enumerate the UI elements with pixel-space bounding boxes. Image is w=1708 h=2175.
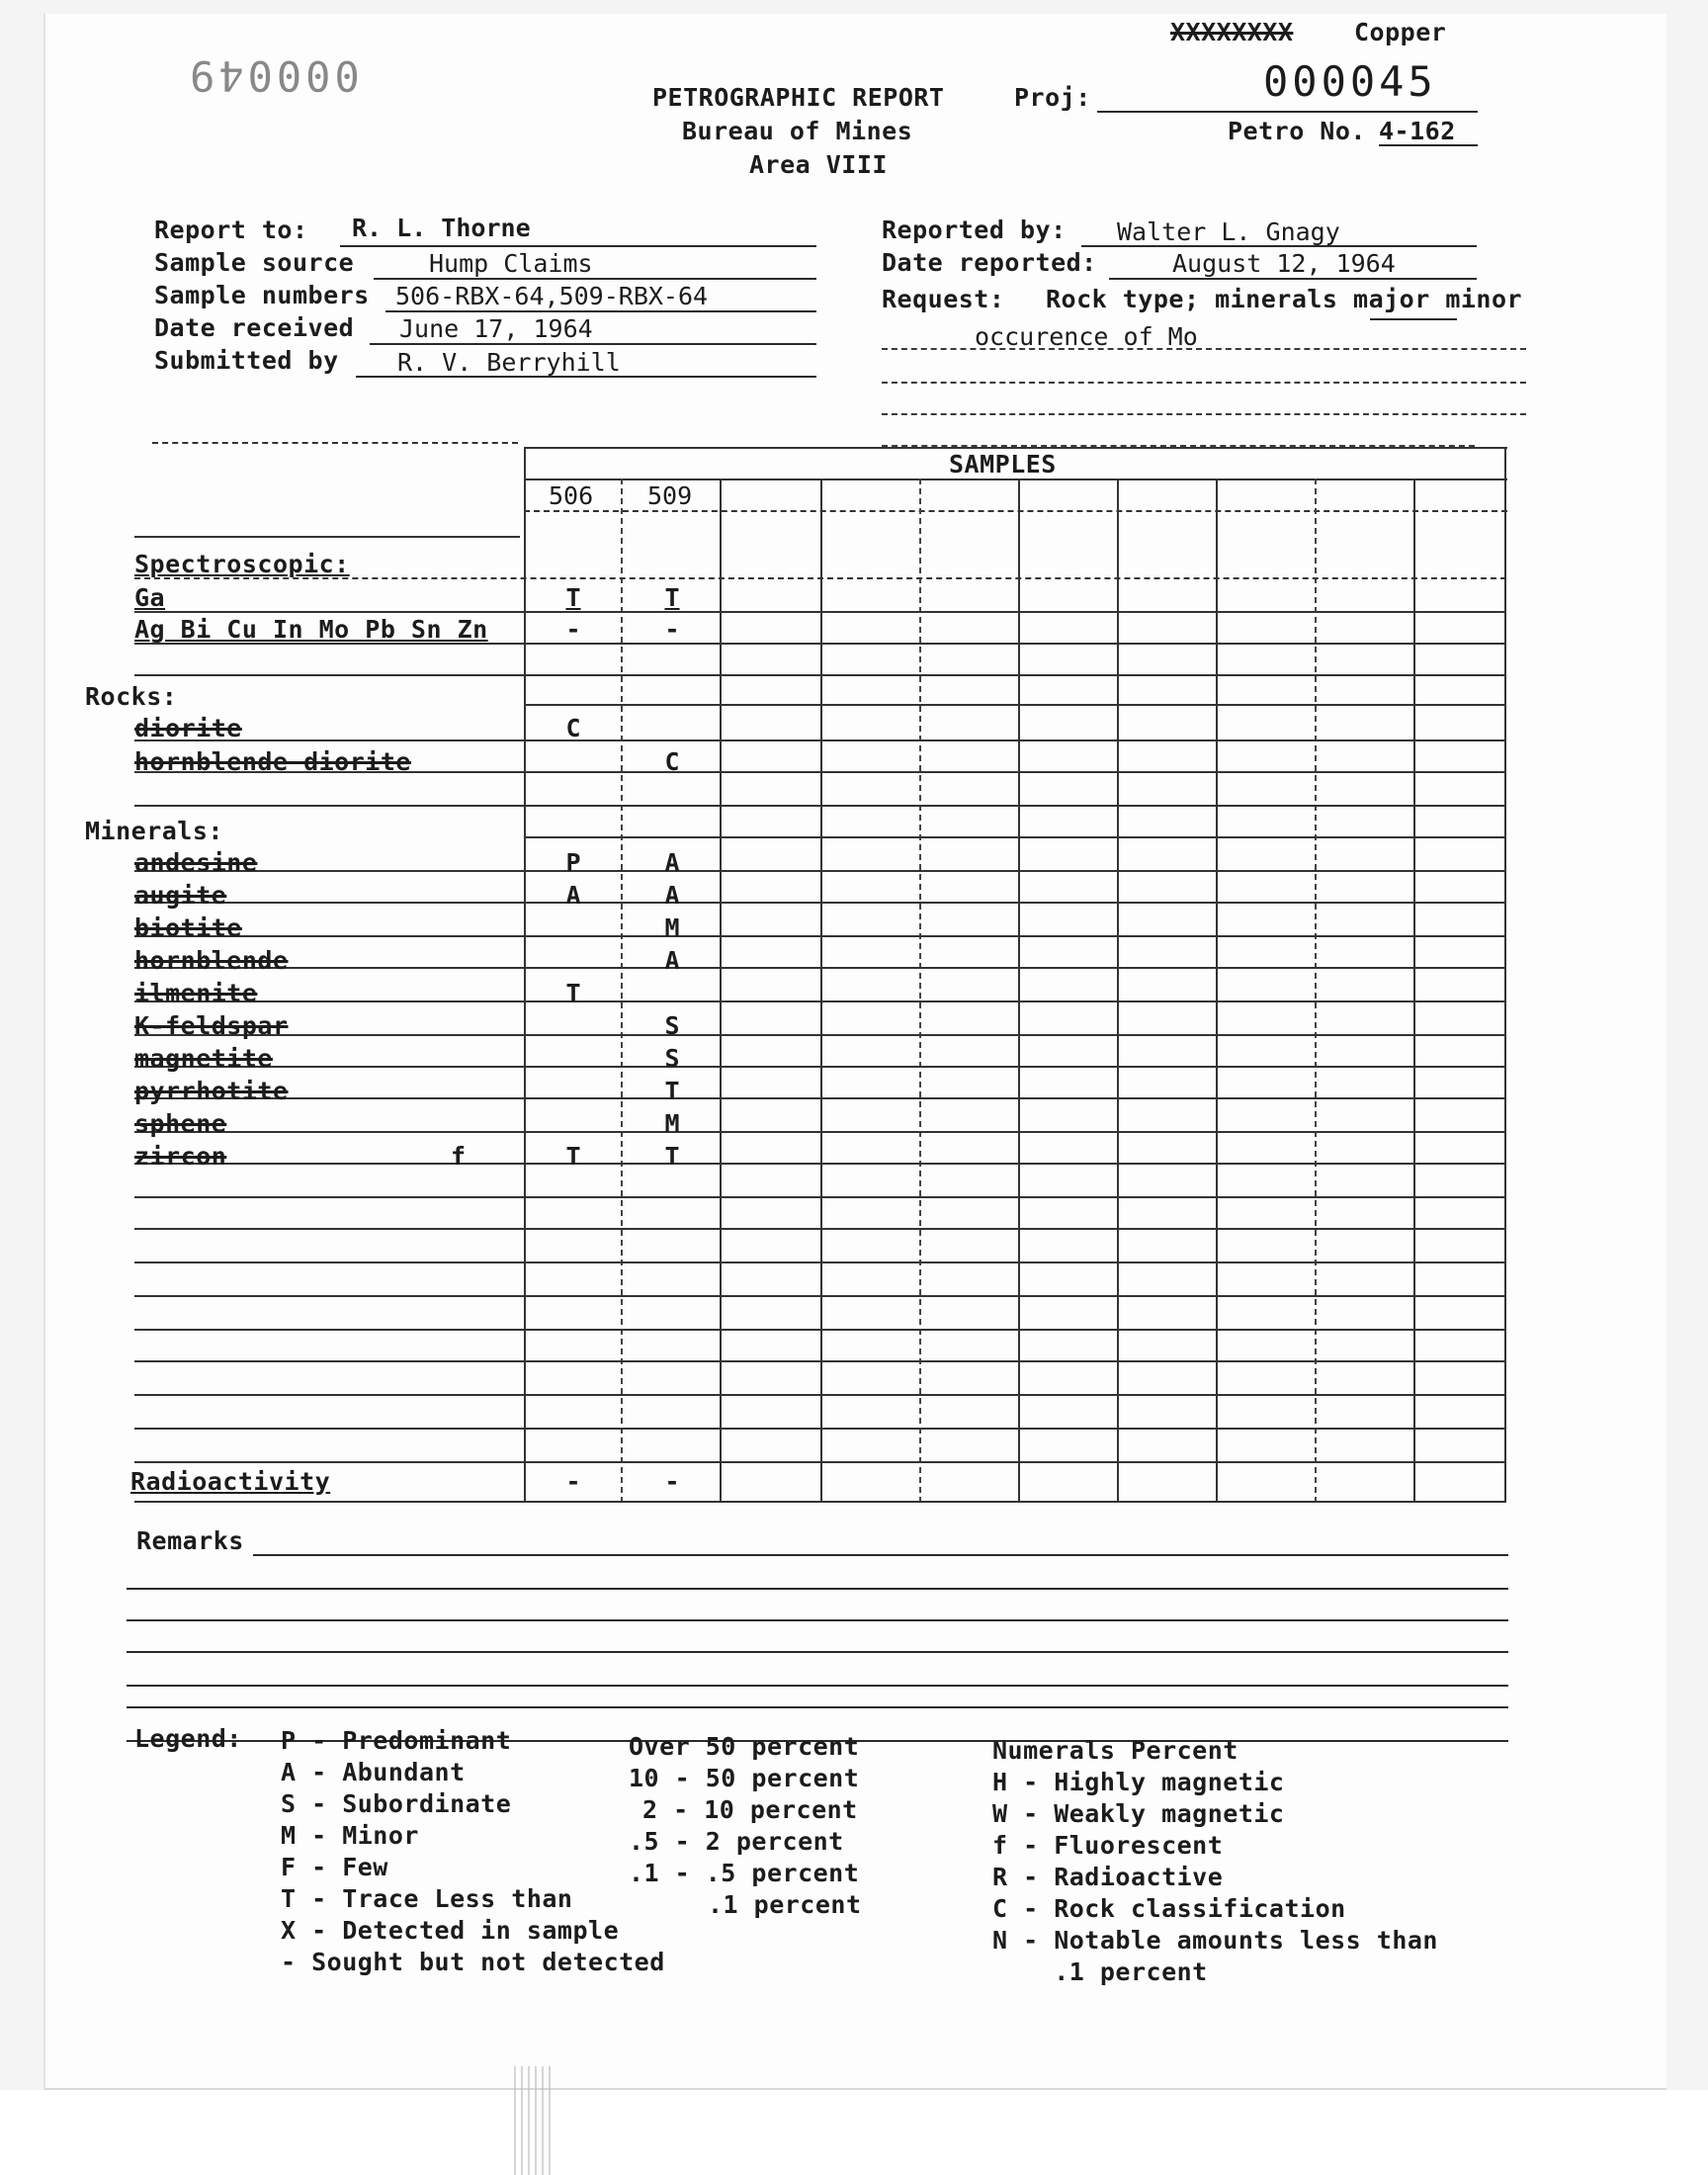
legend-code: X - Detected in sample bbox=[281, 1916, 620, 1945]
row-rule bbox=[524, 704, 1506, 706]
row-label-trace-elements: Ag Bi Cu In Mo Pb Sn Zn bbox=[134, 615, 488, 644]
date-received-label: Date received bbox=[154, 313, 355, 342]
section-rocks: Rocks: bbox=[85, 682, 178, 711]
table-col-divider-5 bbox=[1018, 478, 1020, 1503]
legend-code: - Sought but not detected bbox=[281, 1948, 665, 1976]
date-received-value: June 17, 1964 bbox=[399, 314, 593, 343]
row-rule bbox=[134, 805, 1506, 807]
samples-header: SAMPLES bbox=[949, 450, 1057, 478]
petro-number: 4-162 bbox=[1379, 117, 1456, 145]
date-reported-label: Date reported: bbox=[882, 248, 1097, 277]
cell-506-andesine: P bbox=[565, 848, 581, 877]
row-rule bbox=[134, 1163, 1506, 1165]
report-to-label: Report to: bbox=[154, 216, 308, 244]
submitted-by-line bbox=[356, 376, 816, 378]
reported-by-value: Walter L. Gnagy bbox=[1117, 218, 1340, 246]
row-rule bbox=[134, 967, 1506, 969]
row-rule bbox=[134, 740, 1506, 741]
cell-509-pyrrhotite: T bbox=[664, 1077, 680, 1105]
cell-509-k-feldspar: S bbox=[664, 1011, 680, 1040]
report-to-value: R. L. Thorne bbox=[352, 214, 531, 242]
table-col-divider-8 bbox=[1315, 478, 1317, 1503]
row-rule bbox=[134, 674, 1506, 676]
radioactivity-label: Radioactivity bbox=[130, 1467, 331, 1496]
request-blank-line-1 bbox=[882, 382, 1526, 384]
row-rule bbox=[134, 935, 1506, 937]
section-minerals: Minerals: bbox=[85, 817, 223, 845]
legend-range: 2 - 10 percent bbox=[642, 1795, 858, 1824]
category-label: Copper bbox=[1354, 18, 1447, 46]
sample-id-509: 509 bbox=[647, 481, 693, 510]
request-blank-line-2 bbox=[882, 413, 1526, 415]
legend-code: F - Few bbox=[281, 1853, 388, 1881]
sample-id-rule bbox=[524, 510, 1507, 512]
legend-numeral-item: H - Highly magnetic bbox=[992, 1768, 1285, 1796]
submitted-by-label: Submitted by bbox=[154, 346, 339, 375]
table-col-divider-9 bbox=[1413, 478, 1415, 1503]
legend-code: M - Minor bbox=[281, 1821, 419, 1850]
legend-numeral-item: .1 percent bbox=[992, 1958, 1208, 1986]
cell-506-radioactivity: - bbox=[565, 1467, 581, 1496]
cell-509-hornblende-diorite: C bbox=[664, 747, 680, 776]
crossed-out-category: XXXXXXXX bbox=[1170, 18, 1294, 46]
legend-numeral-item: C - Rock classification bbox=[992, 1894, 1346, 1923]
cell-509-andesine: A bbox=[664, 848, 680, 877]
cell-509-radioactivity: - bbox=[664, 1467, 680, 1496]
row-rule bbox=[134, 1360, 1506, 1362]
petro-label: Petro No. bbox=[1228, 117, 1366, 145]
row-rule bbox=[134, 1066, 1506, 1068]
cell-506-trace-elements: - bbox=[565, 615, 581, 644]
legend-numeral-item: W - Weakly magnetic bbox=[992, 1799, 1285, 1828]
table-col-divider-0 bbox=[524, 447, 526, 1503]
row-label-augite: augite bbox=[134, 881, 227, 910]
legend-code: T - Trace Less than bbox=[281, 1884, 573, 1913]
sample-id-506: 506 bbox=[549, 481, 594, 510]
row-rule bbox=[134, 1228, 1506, 1230]
row-rule bbox=[134, 1131, 1506, 1133]
cell-506-diorite: C bbox=[565, 714, 581, 742]
legend-numerals-title: Numerals Percent bbox=[992, 1736, 1238, 1765]
request-line-1: Rock type; minerals major minor bbox=[1046, 285, 1523, 313]
row-flag-zircon: f bbox=[451, 1142, 467, 1171]
cell-506-augite: A bbox=[565, 881, 581, 910]
submitted-by-value: R. V. Berryhill bbox=[397, 348, 621, 377]
legend-code: A - Abundant bbox=[281, 1758, 466, 1786]
cell-509-hornblende: A bbox=[664, 946, 680, 975]
request-major-underline bbox=[1370, 318, 1457, 320]
row-label-k-feldspar: K-feldspar bbox=[134, 1011, 289, 1040]
remarks-line-4 bbox=[127, 1651, 1508, 1653]
cell-509-sphene: M bbox=[664, 1109, 680, 1138]
row-rule bbox=[134, 902, 1506, 904]
legend-code: S - Subordinate bbox=[281, 1789, 512, 1818]
legend-label: Legend: bbox=[134, 1724, 242, 1753]
samples-header-rule bbox=[524, 478, 1507, 480]
sample-numbers-value: 506-RBX-64,509-RBX-64 bbox=[395, 282, 709, 310]
cell-509-augite: A bbox=[664, 881, 680, 910]
row-rule bbox=[524, 836, 1506, 838]
scan-margin bbox=[0, 2090, 1708, 2175]
row-rule bbox=[134, 611, 1506, 613]
table-col-divider-10 bbox=[1504, 447, 1506, 1503]
proj-number: 000045 bbox=[1263, 57, 1437, 106]
stamp-number-left: 000049 bbox=[186, 51, 360, 100]
legend-numeral-item: R - Radioactive bbox=[992, 1863, 1224, 1891]
table-col-divider-6 bbox=[1117, 478, 1119, 1503]
reported-by-line bbox=[1081, 245, 1477, 247]
legend-code: P - Predominant bbox=[281, 1726, 512, 1755]
row-rule bbox=[134, 1097, 1506, 1099]
cell-506-zircon: T bbox=[565, 1142, 581, 1171]
row-rule bbox=[134, 1034, 1506, 1036]
table-top-rule-left bbox=[152, 442, 518, 444]
legend-range: .1 - .5 percent bbox=[629, 1859, 860, 1887]
cell-506-ga: T bbox=[565, 583, 581, 612]
cell-509-biotite: M bbox=[664, 914, 680, 942]
table-top-rule bbox=[524, 447, 1507, 449]
row-rule bbox=[134, 1428, 1506, 1430]
proj-label: Proj: bbox=[1014, 83, 1091, 112]
sample-source-value: Hump Claims bbox=[429, 249, 593, 278]
remarks-line-2 bbox=[127, 1588, 1508, 1590]
date-received-line bbox=[370, 343, 816, 345]
row-rule bbox=[134, 1196, 1506, 1198]
remarks-line-5 bbox=[127, 1685, 1508, 1687]
row-label-ilmenite: ilmenite bbox=[134, 979, 258, 1007]
row-rule bbox=[134, 1262, 1506, 1263]
row-rule bbox=[134, 1329, 1506, 1331]
legend-range: 10 - 50 percent bbox=[629, 1764, 860, 1792]
legend-numeral-item: f - Fluorescent bbox=[992, 1831, 1224, 1860]
sample-numbers-label: Sample numbers bbox=[154, 281, 370, 309]
row-label-pyrrhotite: pyrrhotite bbox=[134, 1077, 289, 1105]
row-rule bbox=[134, 1000, 1506, 1002]
row-label-biotite: biotite bbox=[134, 914, 242, 942]
legend-range: .1 percent bbox=[708, 1890, 862, 1919]
table-bottom-rule bbox=[134, 1501, 1506, 1503]
cell-509-magnetite: S bbox=[664, 1044, 680, 1073]
table-col-divider-4 bbox=[919, 478, 921, 1503]
sample-numbers-line bbox=[385, 310, 816, 312]
area-name: Area VIII bbox=[749, 150, 888, 179]
remarks-label: Remarks bbox=[136, 1526, 244, 1555]
label-col-top-rule bbox=[134, 536, 520, 538]
table-col-divider-2 bbox=[720, 478, 722, 1503]
cell-509-trace-elements: - bbox=[664, 615, 680, 644]
row-label-ga: Ga bbox=[134, 583, 166, 612]
legend-numeral-item: N - Notable amounts less than bbox=[992, 1926, 1438, 1955]
legend-range: Over 50 percent bbox=[629, 1732, 860, 1761]
row-label-hornblende: hornblende bbox=[134, 946, 289, 975]
row-label-zircon: zircon bbox=[134, 1142, 227, 1171]
cell-509-ga: T bbox=[664, 583, 680, 612]
table-col-divider-3 bbox=[820, 478, 822, 1503]
date-reported-line bbox=[1109, 278, 1477, 280]
petro-underline bbox=[1379, 144, 1478, 146]
row-rule bbox=[134, 1461, 1506, 1463]
request-line-2: occurence of Mo bbox=[975, 322, 1198, 351]
row-label-sphene: sphene bbox=[134, 1109, 227, 1138]
row-label-diorite: diorite bbox=[134, 714, 242, 742]
row-rule bbox=[134, 1295, 1506, 1297]
table-col-divider-1 bbox=[621, 478, 623, 1503]
sample-source-label: Sample source bbox=[154, 248, 355, 277]
table-col-divider-7 bbox=[1216, 478, 1218, 1503]
row-label-hornblende-diorite: hornblende diorite bbox=[134, 747, 411, 776]
cell-506-ilmenite: T bbox=[565, 979, 581, 1007]
report-title: PETROGRAPHIC REPORT bbox=[652, 83, 945, 112]
row-rule bbox=[134, 1394, 1506, 1396]
remarks-line-3 bbox=[127, 1619, 1508, 1621]
sample-source-line bbox=[374, 278, 816, 280]
request-label: Request: bbox=[882, 285, 1005, 313]
proj-underline bbox=[1097, 111, 1478, 113]
row-label-magnetite: magnetite bbox=[134, 1044, 273, 1073]
cell-509-zircon: T bbox=[664, 1142, 680, 1171]
remarks-line-1 bbox=[253, 1554, 1508, 1556]
reported-by-label: Reported by: bbox=[882, 216, 1067, 244]
request-line-2-rule bbox=[882, 348, 1526, 350]
scan-artifact bbox=[514, 2066, 554, 2175]
agency-name: Bureau of Mines bbox=[682, 117, 913, 145]
section-spectroscopic: Spectroscopic: bbox=[134, 550, 350, 578]
remarks-line-6 bbox=[127, 1706, 1508, 1708]
date-reported-value: August 12, 1964 bbox=[1172, 249, 1396, 278]
legend-range: .5 - 2 percent bbox=[629, 1827, 844, 1856]
report-to-line bbox=[340, 245, 816, 247]
row-label-andesine: andesine bbox=[134, 848, 258, 877]
row-rule bbox=[134, 870, 1506, 872]
